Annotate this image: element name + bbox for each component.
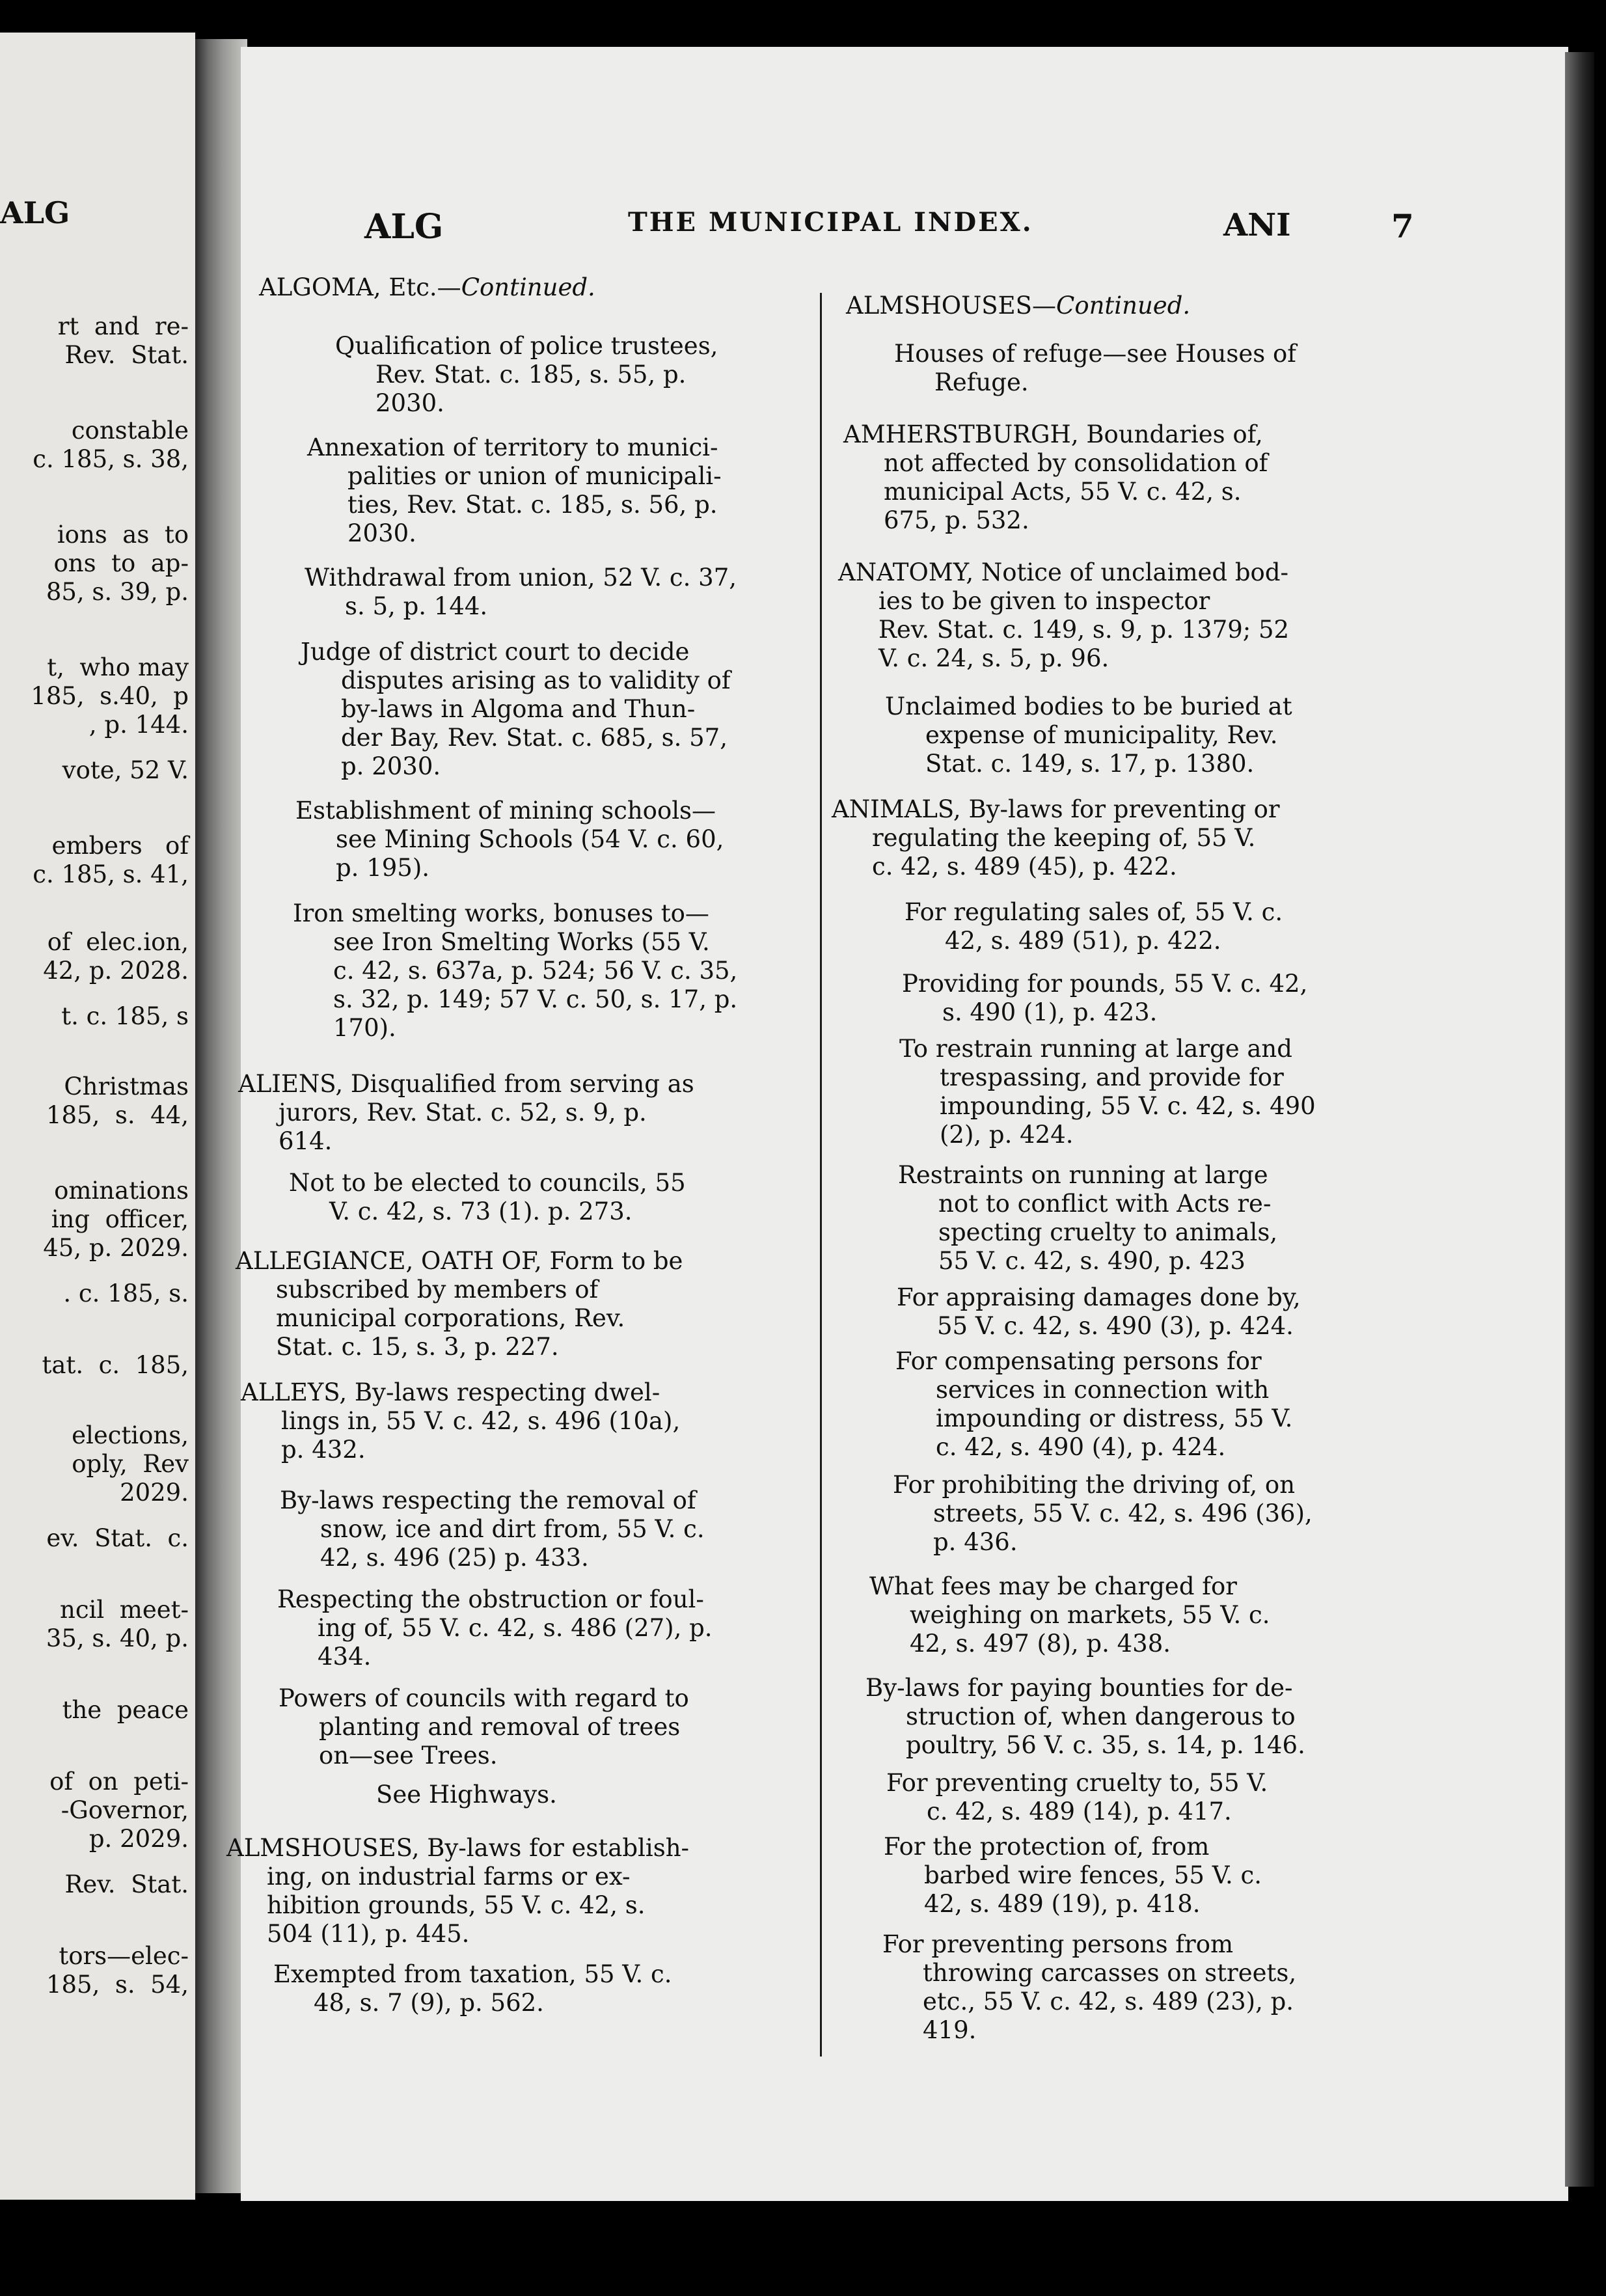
index-entry-line: hibition grounds, 55 V. c. 42, s. (267, 1891, 646, 1919)
index-entry-line: streets, 55 V. c. 42, s. 496 (36), (933, 1499, 1313, 1527)
index-entry-line: s. 490 (1), p. 423. (942, 998, 1158, 1026)
index-entry-line: Not to be elected to councils, 55 (289, 1169, 686, 1197)
index-entry-line: Stat. c. 15, s. 3, p. 227. (276, 1333, 559, 1361)
index-entry (869, 1572, 1270, 1658)
previous-page-line: t. c. 185, s (61, 1002, 189, 1030)
index-entry-line: weighing on markets, 55 V. c. (910, 1601, 1270, 1629)
guide-word-left: ALG (364, 207, 444, 247)
index-entry-line: subscribed by members of (276, 1276, 599, 1304)
index-entry-line: poultry, 56 V. c. 35, s. 14, p. 146. (906, 1731, 1305, 1759)
index-entry-line: For prohibiting the driving of, on (893, 1471, 1296, 1499)
index-entry-line: 170). (333, 1014, 396, 1042)
previous-page-line: 42, p. 2028. (43, 957, 189, 985)
previous-page-line: Rev. Stat. (64, 1870, 189, 1898)
index-entry-line: 675, p. 532. (884, 506, 1029, 534)
previous-page-line: c. 185, s. 38, (33, 445, 189, 473)
index-entry-line: 614. (279, 1127, 333, 1155)
index-entry-line: p. 436. (933, 1528, 1018, 1556)
index-entry-line: Unclaimed bodies to be buried at (885, 692, 1292, 720)
index-entry (893, 1471, 1313, 1557)
index-entry-line: planting and removal of trees (319, 1713, 681, 1741)
index-entry (895, 1347, 1292, 1462)
index-entry-line: ties, Rev. Stat. c. 185, s. 56, p. (347, 491, 718, 519)
index-entry-line: c. 42, s. 490 (4), p. 424. (936, 1433, 1226, 1461)
index-entry-line (259, 273, 595, 302)
index-entry-line (846, 292, 1190, 320)
index-entry (897, 1283, 1301, 1341)
previous-page-line: 185, s. 54, (46, 1971, 189, 1999)
index-entry-line: p. 2030. (341, 752, 441, 780)
index-entry (865, 1674, 1305, 1760)
index-entry-line: 55 V. c. 42, s. 490 (3), p. 424. (937, 1312, 1294, 1340)
previous-page-line: tors—elec- (59, 1942, 189, 1970)
index-entry (838, 558, 1289, 673)
index-entry-line: To restrain running at large and (899, 1035, 1292, 1063)
continued-marker: Continued. (461, 273, 595, 301)
index-entry-line: For preventing cruelty to, 55 V. (886, 1769, 1268, 1797)
index-entry-line: Refuge. (934, 368, 1029, 396)
index-entry (279, 1684, 689, 1770)
index-entry-line: For preventing persons from (882, 1930, 1234, 1958)
index-heading: ALLEYS, (241, 1378, 347, 1406)
index-entry-line: not to conflict with Acts re- (938, 1190, 1272, 1218)
index-entry (295, 797, 724, 882)
previous-page-line: rt and re- (57, 312, 189, 340)
index-entry-line: By-laws respecting the removal of (280, 1486, 696, 1514)
index-entry-text: By-laws for preventing or (960, 795, 1280, 823)
index-entry-line: Rev. Stat. c. 185, s. 55, p. (375, 361, 687, 389)
index-entry-line: For regulating sales of, 55 V. c. (905, 898, 1283, 926)
index-entry (301, 638, 731, 781)
index-entry-text: Etc.— (381, 273, 461, 301)
index-entry-line: throwing carcasses on streets, (923, 1959, 1297, 1987)
index-entry-line: jurors, Rev. Stat. c. 52, s. 9, p. (279, 1099, 647, 1127)
index-entry-line: etc., 55 V. c. 42, s. 489 (23), p. (923, 1988, 1294, 2016)
index-entry (241, 1378, 680, 1464)
index-heading: ALIENS, (238, 1070, 344, 1098)
previous-page-line: Rev. Stat. (64, 341, 189, 369)
index-entry-line: V. c. 42, s. 73 (1). p. 273. (329, 1197, 633, 1225)
index-entry-line: Stat. c. 149, s. 17, p. 1380. (925, 750, 1255, 778)
index-entry-text: Disqualified from serving as (343, 1070, 694, 1098)
index-entry (273, 1960, 672, 2017)
index-entry-line: impounding, 55 V. c. 42, s. 490 (940, 1092, 1316, 1120)
index-entry-line (832, 795, 1280, 824)
index-entry (293, 899, 737, 1043)
previous-page-line: ominations (54, 1177, 189, 1205)
previous-page-line: 45, p. 2029. (43, 1234, 189, 1262)
index-entry-line: specting cruelty to animals, (938, 1218, 1278, 1246)
index-entry-line: ies to be given to inspector (878, 587, 1210, 615)
index-entry-line (838, 558, 1289, 587)
page-number: 7 (1391, 207, 1414, 245)
previous-page-line: ev. Stat. c. (46, 1524, 189, 1552)
index-entry-line: not affected by consolidation of (884, 449, 1268, 477)
index-entry-line: See Highways. (376, 1781, 557, 1809)
index-entry-line: Judge of district court to decide (301, 638, 690, 666)
previous-page-line: ions as to (57, 521, 189, 549)
index-entry (846, 292, 1190, 320)
index-entry-line: 504 (11), p. 445. (267, 1920, 470, 1948)
index-entry-line: 42, s. 496 (25) p. 433. (320, 1544, 589, 1572)
previous-page-line: constable (71, 417, 189, 444)
index-entry-text: Notice of unclaimed bod- (973, 558, 1289, 586)
index-entry (277, 1585, 713, 1671)
index-entry-line (843, 420, 1268, 449)
index-entry (899, 1035, 1316, 1149)
index-entry-line: barbed wire fences, 55 V. c. (924, 1861, 1262, 1889)
index-heading: ALMSHOUSES— (846, 292, 1057, 320)
index-entry-line: by-laws in Algoma and Thun- (341, 695, 696, 723)
previous-page (0, 33, 195, 2200)
index-entry (905, 898, 1283, 955)
index-entry (238, 1070, 694, 1156)
index-entry-line (238, 1070, 694, 1099)
previous-page-line: p. 2029. (88, 1825, 189, 1853)
previous-page-guide-word: ALG (0, 195, 70, 230)
index-entry-line: (2), p. 424. (940, 1121, 1074, 1149)
index-entry-text: Boundaries of, (1078, 420, 1263, 448)
index-entry-line: For the protection of, from (884, 1833, 1210, 1861)
index-entry-line: snow, ice and dirt from, 55 V. c. (320, 1515, 705, 1543)
previous-page-line: embers of (51, 832, 189, 860)
previous-page-line: 185, s.40, p (31, 682, 189, 710)
previous-page-line: . c. 185, s. (63, 1279, 189, 1307)
index-entry-line: What fees may be charged for (869, 1572, 1237, 1600)
previous-page-line: 35, s. 40, p. (46, 1624, 189, 1652)
index-entry-text: Form to be (541, 1247, 683, 1275)
index-entry-line: der Bay, Rev. Stat. c. 685, s. 57, (341, 724, 728, 752)
index-entry-line: Restraints on running at large (898, 1161, 1268, 1189)
index-entry-line: regulating the keeping of, 55 V. (872, 824, 1256, 852)
index-entry (289, 1169, 686, 1226)
index-entry (236, 1247, 683, 1361)
previous-page-text (0, 33, 195, 2200)
index-entry (894, 340, 1296, 397)
index-entry-line (226, 1834, 689, 1863)
index-entry-line: 2030. (347, 519, 416, 547)
index-entry-line: Establishment of mining schools— (295, 797, 716, 825)
index-entry-line: Withdrawal from union, 52 V. c. 37, (305, 564, 737, 592)
previous-page-line: tat. c. 185, (42, 1351, 189, 1379)
index-entry-line: 42, s. 497 (8), p. 438. (910, 1630, 1171, 1658)
index-entry-line: lings in, 55 V. c. 42, s. 496 (10a), (281, 1407, 681, 1435)
previous-page-line: 185, s. 44, (46, 1101, 189, 1129)
index-entry-line: 55 V. c. 42, s. 490, p. 423 (938, 1247, 1245, 1275)
index-entry-line: Iron smelting works, bonuses to— (293, 899, 709, 927)
previous-page-line: ing officer, (51, 1205, 189, 1233)
index-entry-line: By-laws for paying bounties for de- (865, 1674, 1293, 1702)
index-entry-line: municipal corporations, Rev. (276, 1304, 625, 1332)
previous-page-line: of on peti- (49, 1768, 189, 1796)
index-entry-line: Providing for pounds, 55 V. c. 42, (902, 970, 1308, 998)
previous-page-line: vote, 52 V. (62, 756, 189, 784)
index-heading: ANIMALS, (832, 795, 961, 823)
index-entry-line: ing, on industrial farms or ex- (267, 1863, 631, 1891)
previous-page-line: c. 185, s. 41, (33, 860, 189, 888)
running-title: THE MUNICIPAL INDEX. (628, 207, 1033, 238)
previous-page-line: ncil meet- (60, 1596, 189, 1624)
index-entry-line: impounding or distress, 55 V. (936, 1404, 1293, 1432)
index-entry-line: trespassing, and provide for (940, 1063, 1284, 1091)
index-entry-text: By-laws for establish- (419, 1834, 690, 1862)
index-heading: ALGOMA, (259, 273, 381, 301)
index-entry (307, 433, 722, 548)
previous-page-line: -Governor, (61, 1796, 189, 1824)
index-entry-line: V. c. 24, s. 5, p. 96. (878, 644, 1109, 672)
index-heading: ALMSHOUSES, (226, 1834, 420, 1862)
index-entry-line: Exempted from taxation, 55 V. c. (273, 1960, 672, 1988)
index-entry (305, 564, 737, 621)
index-entry (335, 332, 718, 418)
previous-page-line: 85, s. 39, p. (46, 578, 189, 606)
index-heading: AMHERSTBURGH, (843, 420, 1079, 448)
column-divider (820, 293, 822, 2057)
index-entry (832, 795, 1280, 881)
index-entry (884, 1833, 1262, 1919)
index-entry-line: ing of, 55 V. c. 42, s. 486 (27), p. (318, 1614, 713, 1642)
index-entry-line: 42, s. 489 (19), p. 418. (924, 1890, 1201, 1918)
index-entry (226, 1834, 689, 1948)
index-entry (376, 1781, 557, 1809)
index-entry-line: 434. (318, 1643, 372, 1671)
index-entry-line: 2030. (375, 389, 444, 417)
index-entry-line: municipal Acts, 55 V. c. 42, s. (884, 478, 1242, 506)
index-entry (885, 692, 1292, 778)
index-entry-line: palities or union of municipali- (347, 462, 722, 490)
index-entry-line: s. 32, p. 149; 57 V. c. 50, s. 17, p. (333, 985, 738, 1013)
index-entry-line: s. 5, p. 144. (345, 592, 488, 620)
index-entry-line: p. 432. (281, 1436, 366, 1464)
index-entry (280, 1486, 705, 1572)
index-entry-text: By-laws respecting dwel- (347, 1378, 660, 1406)
index-entry-line: services in connection with (936, 1376, 1270, 1404)
index-entry-line: disputes arising as to validity of (341, 666, 731, 694)
index-entry (898, 1161, 1277, 1276)
previous-page-line: elections, (72, 1421, 189, 1449)
index-entry-line: Respecting the obstruction or foul- (277, 1585, 704, 1613)
index-entry-line: Annexation of territory to munici- (307, 433, 718, 461)
index-entry-line (236, 1247, 683, 1276)
index-entry-line (241, 1378, 680, 1407)
index-entry-line: expense of municipality, Rev. (925, 721, 1278, 749)
previous-page-line: Christmas (64, 1073, 189, 1100)
previous-page-line: , p. 144. (88, 711, 189, 739)
previous-page-line: 2029. (120, 1479, 189, 1507)
index-entry-line: For compensating persons for (895, 1347, 1262, 1375)
previous-page-line: the peace (62, 1696, 189, 1724)
index-entry (882, 1930, 1296, 2045)
index-entry-line: c. 42, s. 489 (45), p. 422. (872, 853, 1177, 881)
index-entry-line: For appraising damages done by, (897, 1283, 1301, 1311)
index-entry-line: c. 42, s. 489 (14), p. 417. (927, 1797, 1232, 1825)
continued-marker: Continued. (1056, 292, 1191, 320)
index-entry-line: c. 42, s. 637a, p. 524; 56 V. c. 35, (333, 957, 738, 985)
index-entry-line: 48, s. 7 (9), p. 562. (314, 1989, 544, 2017)
index-entry-line: struction of, when dangerous to (906, 1702, 1296, 1730)
index-entry-line: p. 195). (336, 854, 430, 882)
index-entry-line: Powers of councils with regard to (279, 1684, 689, 1712)
guide-word-right: ANI (1223, 207, 1291, 243)
previous-page-line: oply, Rev (72, 1450, 189, 1478)
index-entry-line: Qualification of police trustees, (335, 332, 718, 360)
index-heading: ALLEGIANCE, OATH OF, (236, 1247, 542, 1275)
previous-page-line: of elec.ion, (47, 928, 189, 956)
index-entry (259, 273, 595, 302)
index-entry-line: Rev. Stat. c. 149, s. 9, p. 1379; 52 (878, 616, 1290, 644)
index-entry-line: Houses of refuge—see Houses of (894, 340, 1296, 368)
index-entry (843, 420, 1268, 535)
index-heading: ANATOMY, (838, 558, 974, 586)
index-entry (886, 1769, 1268, 1826)
page-edges (1565, 52, 1594, 2187)
index-entry-line: 42, s. 489 (51), p. 422. (945, 927, 1221, 955)
previous-page-line: ons to ap- (53, 549, 189, 577)
index-entry (902, 970, 1307, 1027)
index-entry-line: see Iron Smelting Works (55 V. (333, 928, 710, 956)
index-entry-line: 419. (923, 2016, 977, 2044)
index-entry-line: on—see Trees. (319, 1742, 498, 1770)
previous-page-line: t, who may (47, 653, 189, 681)
index-entry-line: see Mining Schools (54 V. c. 60, (336, 825, 724, 853)
